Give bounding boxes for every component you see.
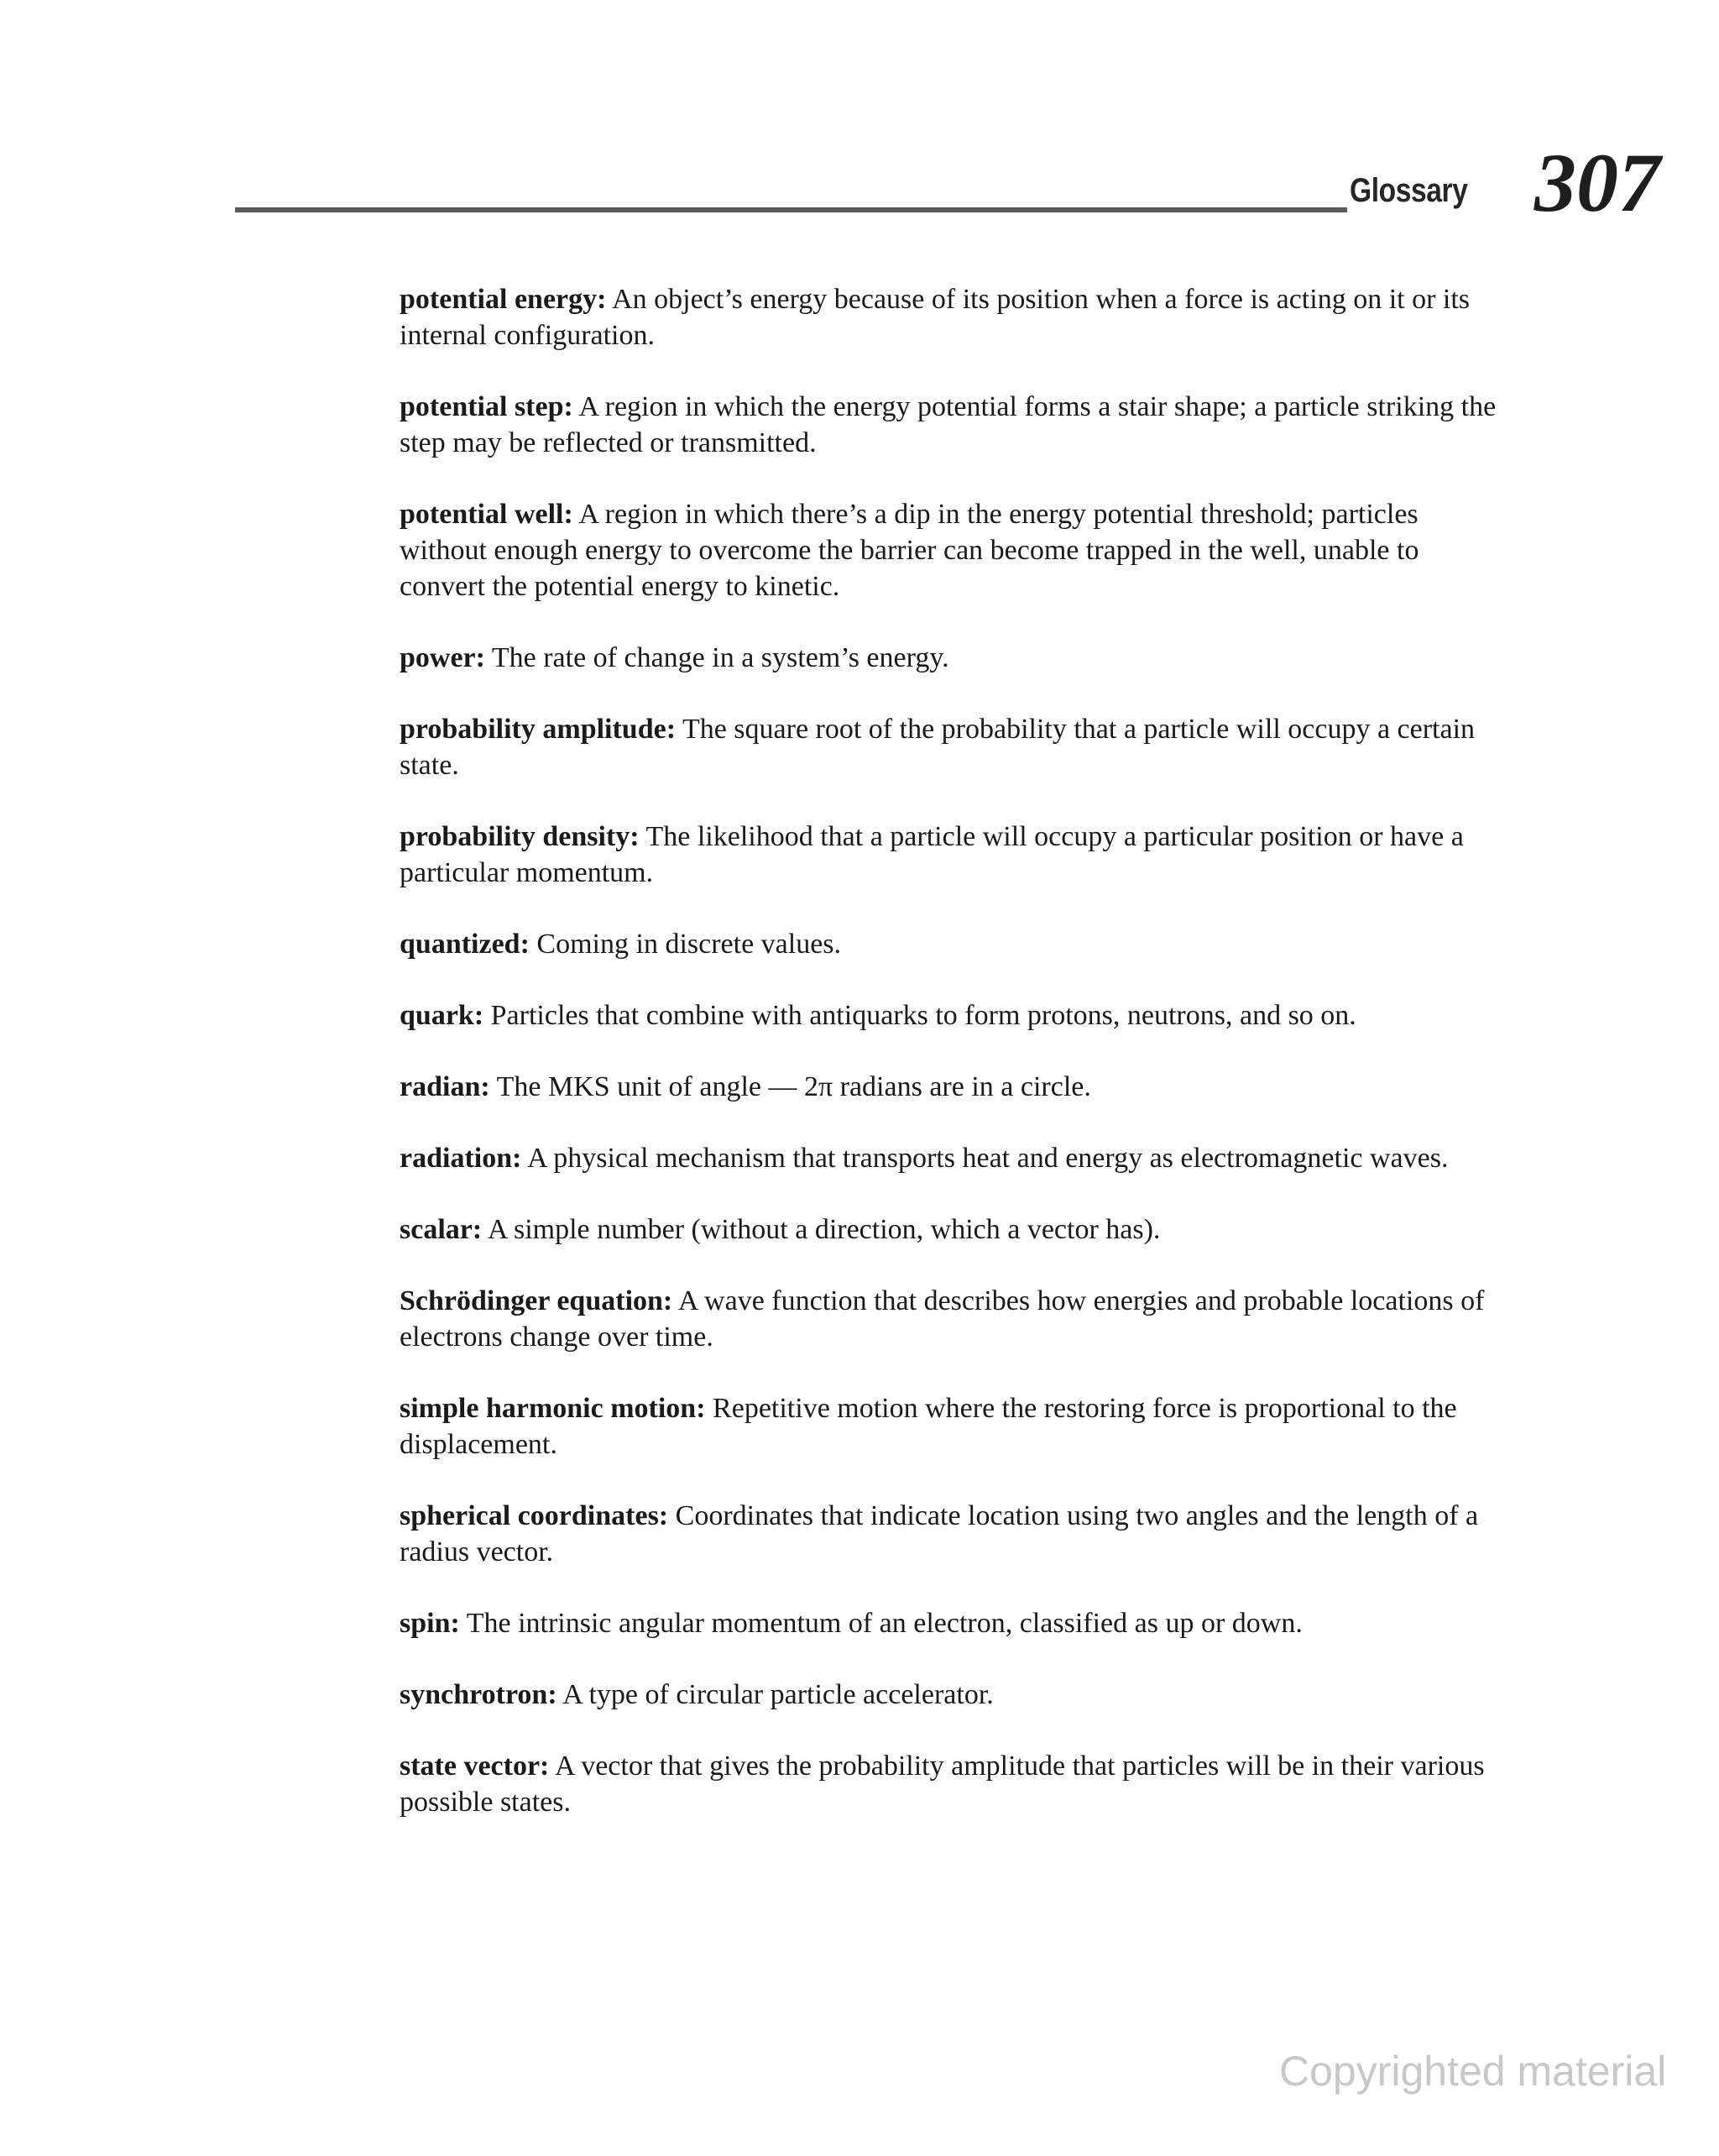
entry-term: probability amplitude: — [400, 714, 677, 745]
entry-definition: An object’s energy because of its position when a force is acting on it or its internal configuration. — [400, 284, 1471, 351]
header-rule — [235, 207, 1347, 212]
entry-definition: The intrinsic angular momentum of an electron, classified as up or down. — [466, 1608, 1303, 1639]
glossary-entry — [400, 496, 1507, 604]
entry-definition: A type of circular particle accelerator. — [562, 1679, 994, 1710]
entry-definition: A wave function that describes how energies and probable locations of electrons change over time. — [400, 1285, 1485, 1353]
glossary-entry — [400, 1140, 1507, 1176]
entry-term: potential step: — [400, 391, 573, 422]
entry-term: spin: — [400, 1608, 460, 1639]
glossary-entry — [400, 819, 1507, 891]
entry-definition: Particles that combine with antiquarks to form protons, neutrons, and so on. — [490, 1000, 1356, 1031]
glossary-entry — [400, 640, 1507, 676]
entry-term: radian: — [400, 1071, 490, 1102]
copyright-watermark: Copyrighted material — [1279, 2048, 1667, 2095]
entry-term: power: — [400, 642, 485, 673]
entry-term: state vector: — [400, 1750, 550, 1782]
entry-definition: A region in which there’s a dip in the energy potential threshold; particles without enough energy to overcome the barrier can become trapped in the well, unable to convert the potential energy to kinetic. — [400, 499, 1419, 602]
entry-term: quantized: — [400, 929, 530, 960]
page-number: 307 — [1534, 136, 1660, 229]
entry-term: quark: — [400, 1000, 484, 1031]
entry-term: potential energy: — [400, 284, 607, 315]
running-head: Glossary — [1350, 172, 1468, 209]
entry-term: probability density: — [400, 821, 640, 852]
entry-definition: Repetitive motion where the restoring force is proportional to the displacement. — [400, 1393, 1457, 1460]
entry-definition: The rate of change in a system’s energy. — [491, 642, 949, 673]
entry-definition: A vector that gives the probability amplitude that particles will be in their various possible states. — [400, 1750, 1485, 1818]
glossary-entry — [400, 1390, 1507, 1463]
entry-term: potential well: — [400, 499, 573, 530]
entry-term: scalar: — [400, 1214, 483, 1245]
glossary-entry — [400, 926, 1507, 962]
entry-term: simple harmonic motion: — [400, 1393, 706, 1424]
glossary-entry — [400, 281, 1507, 353]
entry-term: synchrotron: — [400, 1679, 557, 1710]
glossary-entry — [400, 997, 1507, 1034]
entry-definition: A physical mechanism that transports heat and energy as electromagnetic waves. — [527, 1143, 1449, 1174]
glossary-entry — [400, 1498, 1507, 1570]
entry-definition: A simple number (without a direction, which a vector has). — [487, 1214, 1161, 1245]
glossary-entry — [400, 389, 1507, 461]
entry-term: Schrödinger equation: — [400, 1285, 673, 1316]
entry-term: spherical coordinates: — [400, 1500, 669, 1531]
entry-definition: Coordinates that indicate location using two angles and the length of a radius vector. — [400, 1500, 1479, 1567]
glossary-entry — [400, 711, 1507, 783]
glossary-entry — [400, 1283, 1507, 1355]
glossary-list — [400, 281, 1507, 1855]
entry-definition: Coming in discrete values. — [536, 929, 842, 960]
glossary-entry — [400, 1605, 1507, 1641]
entry-definition: The square root of the probability that a particle will occupy a certain state. — [400, 714, 1476, 781]
entry-term: radiation: — [400, 1143, 522, 1174]
entry-definition: A region in which the energy potential forms a stair shape; a particle striking the step may be reflected or transmitted. — [400, 391, 1497, 458]
glossary-entry — [400, 1211, 1507, 1248]
entry-definition: The likelihood that a particle will occupy a particular position or have a particular momentum. — [400, 821, 1464, 888]
glossary-entry — [400, 1748, 1507, 1820]
glossary-entry — [400, 1069, 1507, 1105]
glossary-entry — [400, 1677, 1507, 1713]
entry-definition: The MKS unit of angle — 2π radians are in a circle. — [496, 1071, 1091, 1102]
